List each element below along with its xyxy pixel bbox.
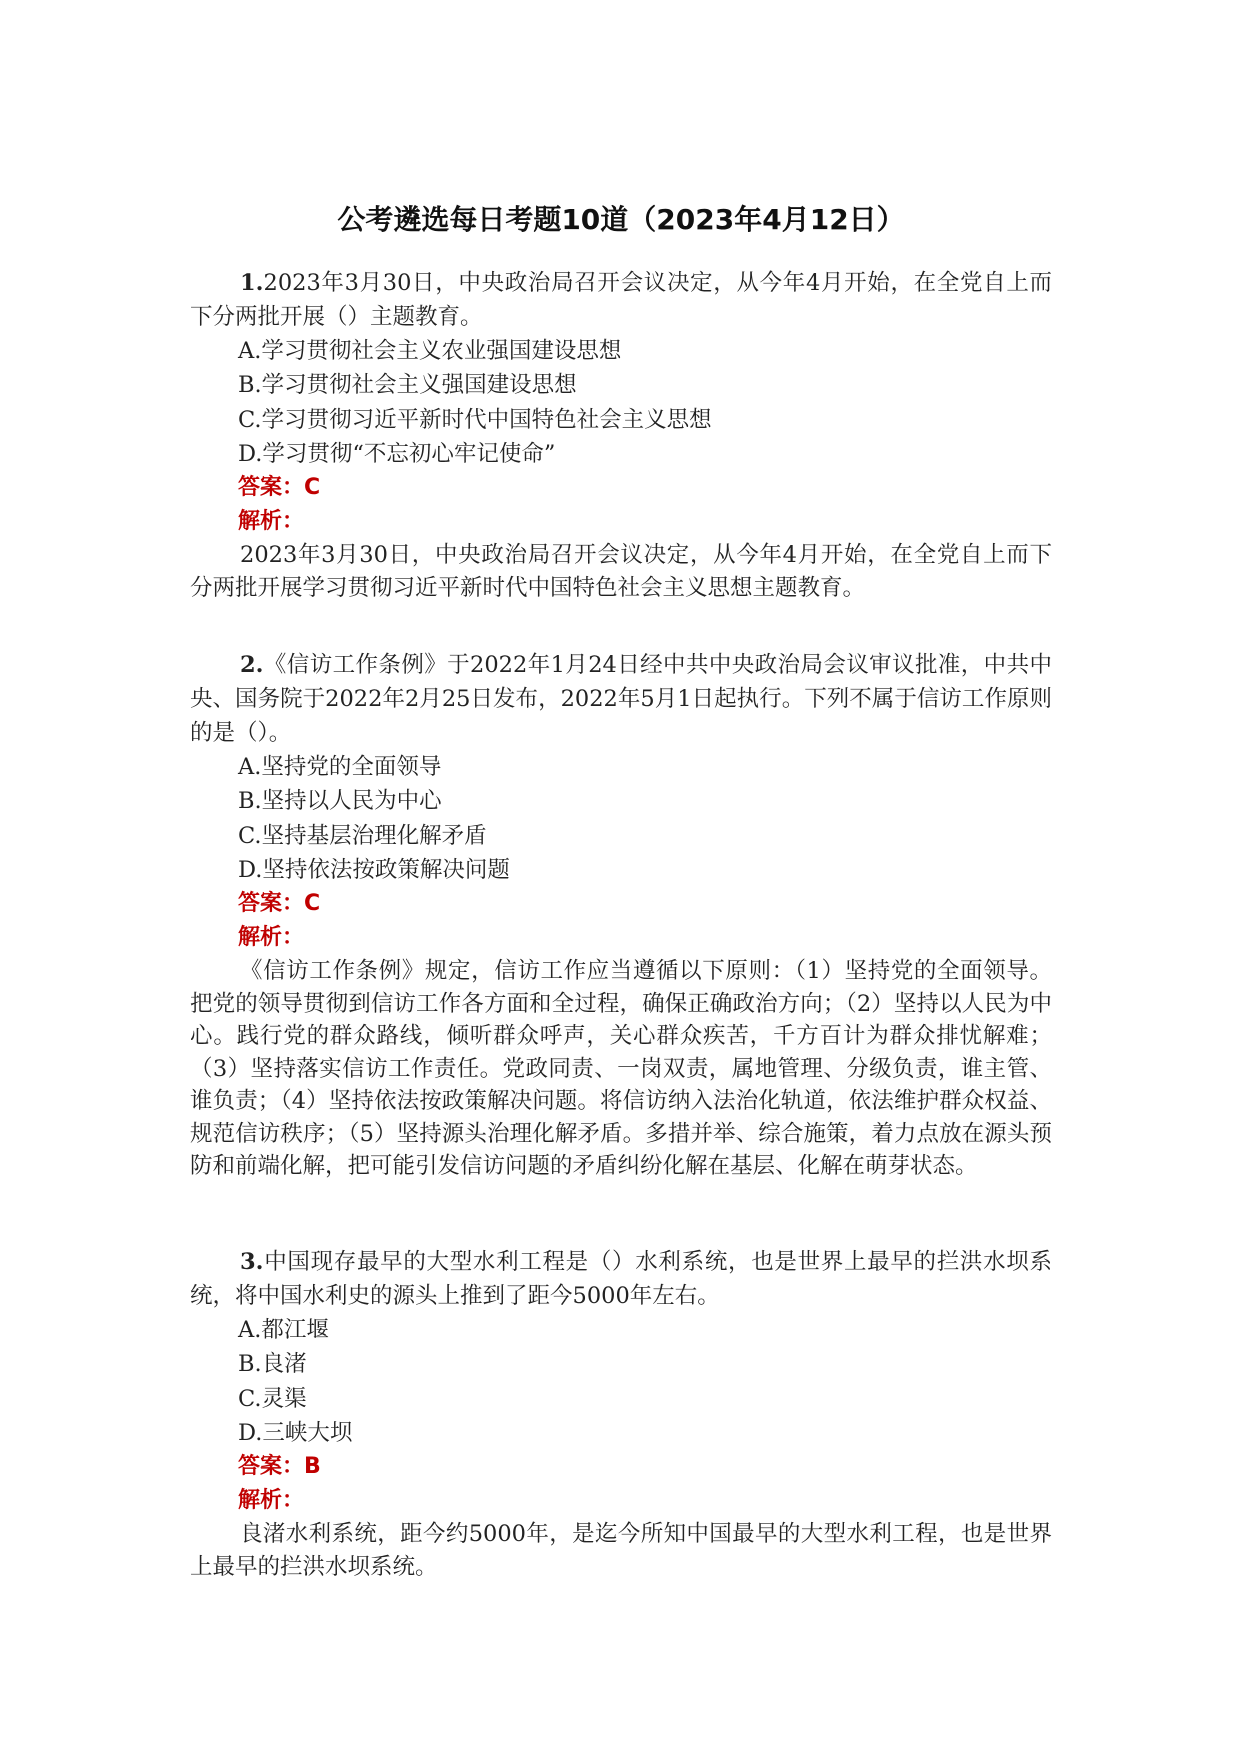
question-text: 2023年3月30日，中央政治局召开会议决定，从今年4月开始，在全党自上而下分两批开展（）主题教育。 xyxy=(190,270,1052,330)
option-a: A.都江堰 xyxy=(238,1317,329,1343)
answer-line xyxy=(190,887,1052,921)
option-d: D.三峡大坝 xyxy=(238,1419,353,1446)
analysis-text: 《信访工作条例》规定，信访工作应当遵循以下原则：（1）坚持党的全面领导。把党的领导贯彻到信访工作各方面和全过程，确保正确政治方向；（2）坚持以人民为中心。践行党的群众路线，倾听群众呼声，关心群众疾苦，千方百计为群众排忧解难；（3）坚持落实信访工作责任。党政同责、一岗双责，属地管理、分级负责，谁主管、谁负责；（4）坚持依法按政策解决问题。将信访纳入法治化轨道，依法维护群众权益、规范信访秩序；（5）坚持源头治理化解矛盾。多措并举、综合施策，着力点放在源头预防和前端化解，把可能引发信访问题的矛盾纠纷化解在基层、化解在萌芽状态。 xyxy=(190,958,1052,1180)
question-stem xyxy=(190,648,1052,750)
analysis-label: 解析： xyxy=(238,509,305,535)
page-title: 公考遴选每日考题10道（2023年4月12日） xyxy=(337,203,905,236)
option-a: A.学习贯彻社会主义农业强国建设思想 xyxy=(238,338,622,364)
analysis-label: 解析： xyxy=(238,1488,305,1514)
answer-label: 答案： xyxy=(238,475,305,501)
question-stem xyxy=(190,1245,1052,1313)
answer-line xyxy=(190,471,1052,505)
answer-value: B xyxy=(304,1454,321,1480)
question-text: 中国现存最早的大型水利工程是（）水利系统，也是世界上最早的拦洪水坝系统，将中国水利史的源头上推到了距今5000年左右。 xyxy=(190,1249,1052,1309)
option-b: B.良渚 xyxy=(238,1351,307,1378)
question-number: 3. xyxy=(240,1249,264,1275)
question-2 xyxy=(190,648,1052,1183)
question-number: 2. xyxy=(240,652,264,678)
option-d: D.学习贯彻“不忘初心牢记使命” xyxy=(238,440,556,467)
option-b: B.坚持以人民为中心 xyxy=(238,788,442,815)
question-stem xyxy=(190,266,1052,334)
question-1 xyxy=(190,266,1052,604)
option-a: A.坚持党的全面领导 xyxy=(238,754,442,780)
analysis-text: 良渚水利系统，距今约5000年，是迄今所知中国最早的大型水利工程，也是世界上最早的拦洪水坝系统。 xyxy=(190,1521,1052,1580)
option-c: C.坚持基层治理化解矛盾 xyxy=(238,822,487,849)
question-number: 1. xyxy=(240,270,264,296)
option-b: B.学习贯彻社会主义强国建设思想 xyxy=(238,372,577,399)
analysis-text: 2023年3月30日，中央政治局召开会议决定，从今年4月开始，在全党自上而下分两批开展学习贯彻习近平新时代中国特色社会主义思想主题教育。 xyxy=(190,542,1052,601)
question-3 xyxy=(190,1245,1052,1583)
answer-label: 答案： xyxy=(238,891,305,917)
option-c: C.灵渠 xyxy=(238,1385,307,1412)
option-c: C.学习贯彻习近平新时代中国特色社会主义思想 xyxy=(238,406,712,433)
answer-value: C xyxy=(304,475,321,501)
answer-line xyxy=(190,1450,1052,1484)
answer-value: C xyxy=(304,891,321,917)
option-d: D.坚持依法按政策解决问题 xyxy=(238,856,510,883)
question-text: 《信访工作条例》于2022年1月24日经中共中央政治局会议审议批准，中共中央、国务院于2022年2月25日发布，2022年5月1日起执行。下列不属于信访工作原则的是（）。 xyxy=(190,652,1052,746)
answer-label: 答案： xyxy=(238,1454,305,1480)
analysis-label: 解析： xyxy=(238,925,305,951)
